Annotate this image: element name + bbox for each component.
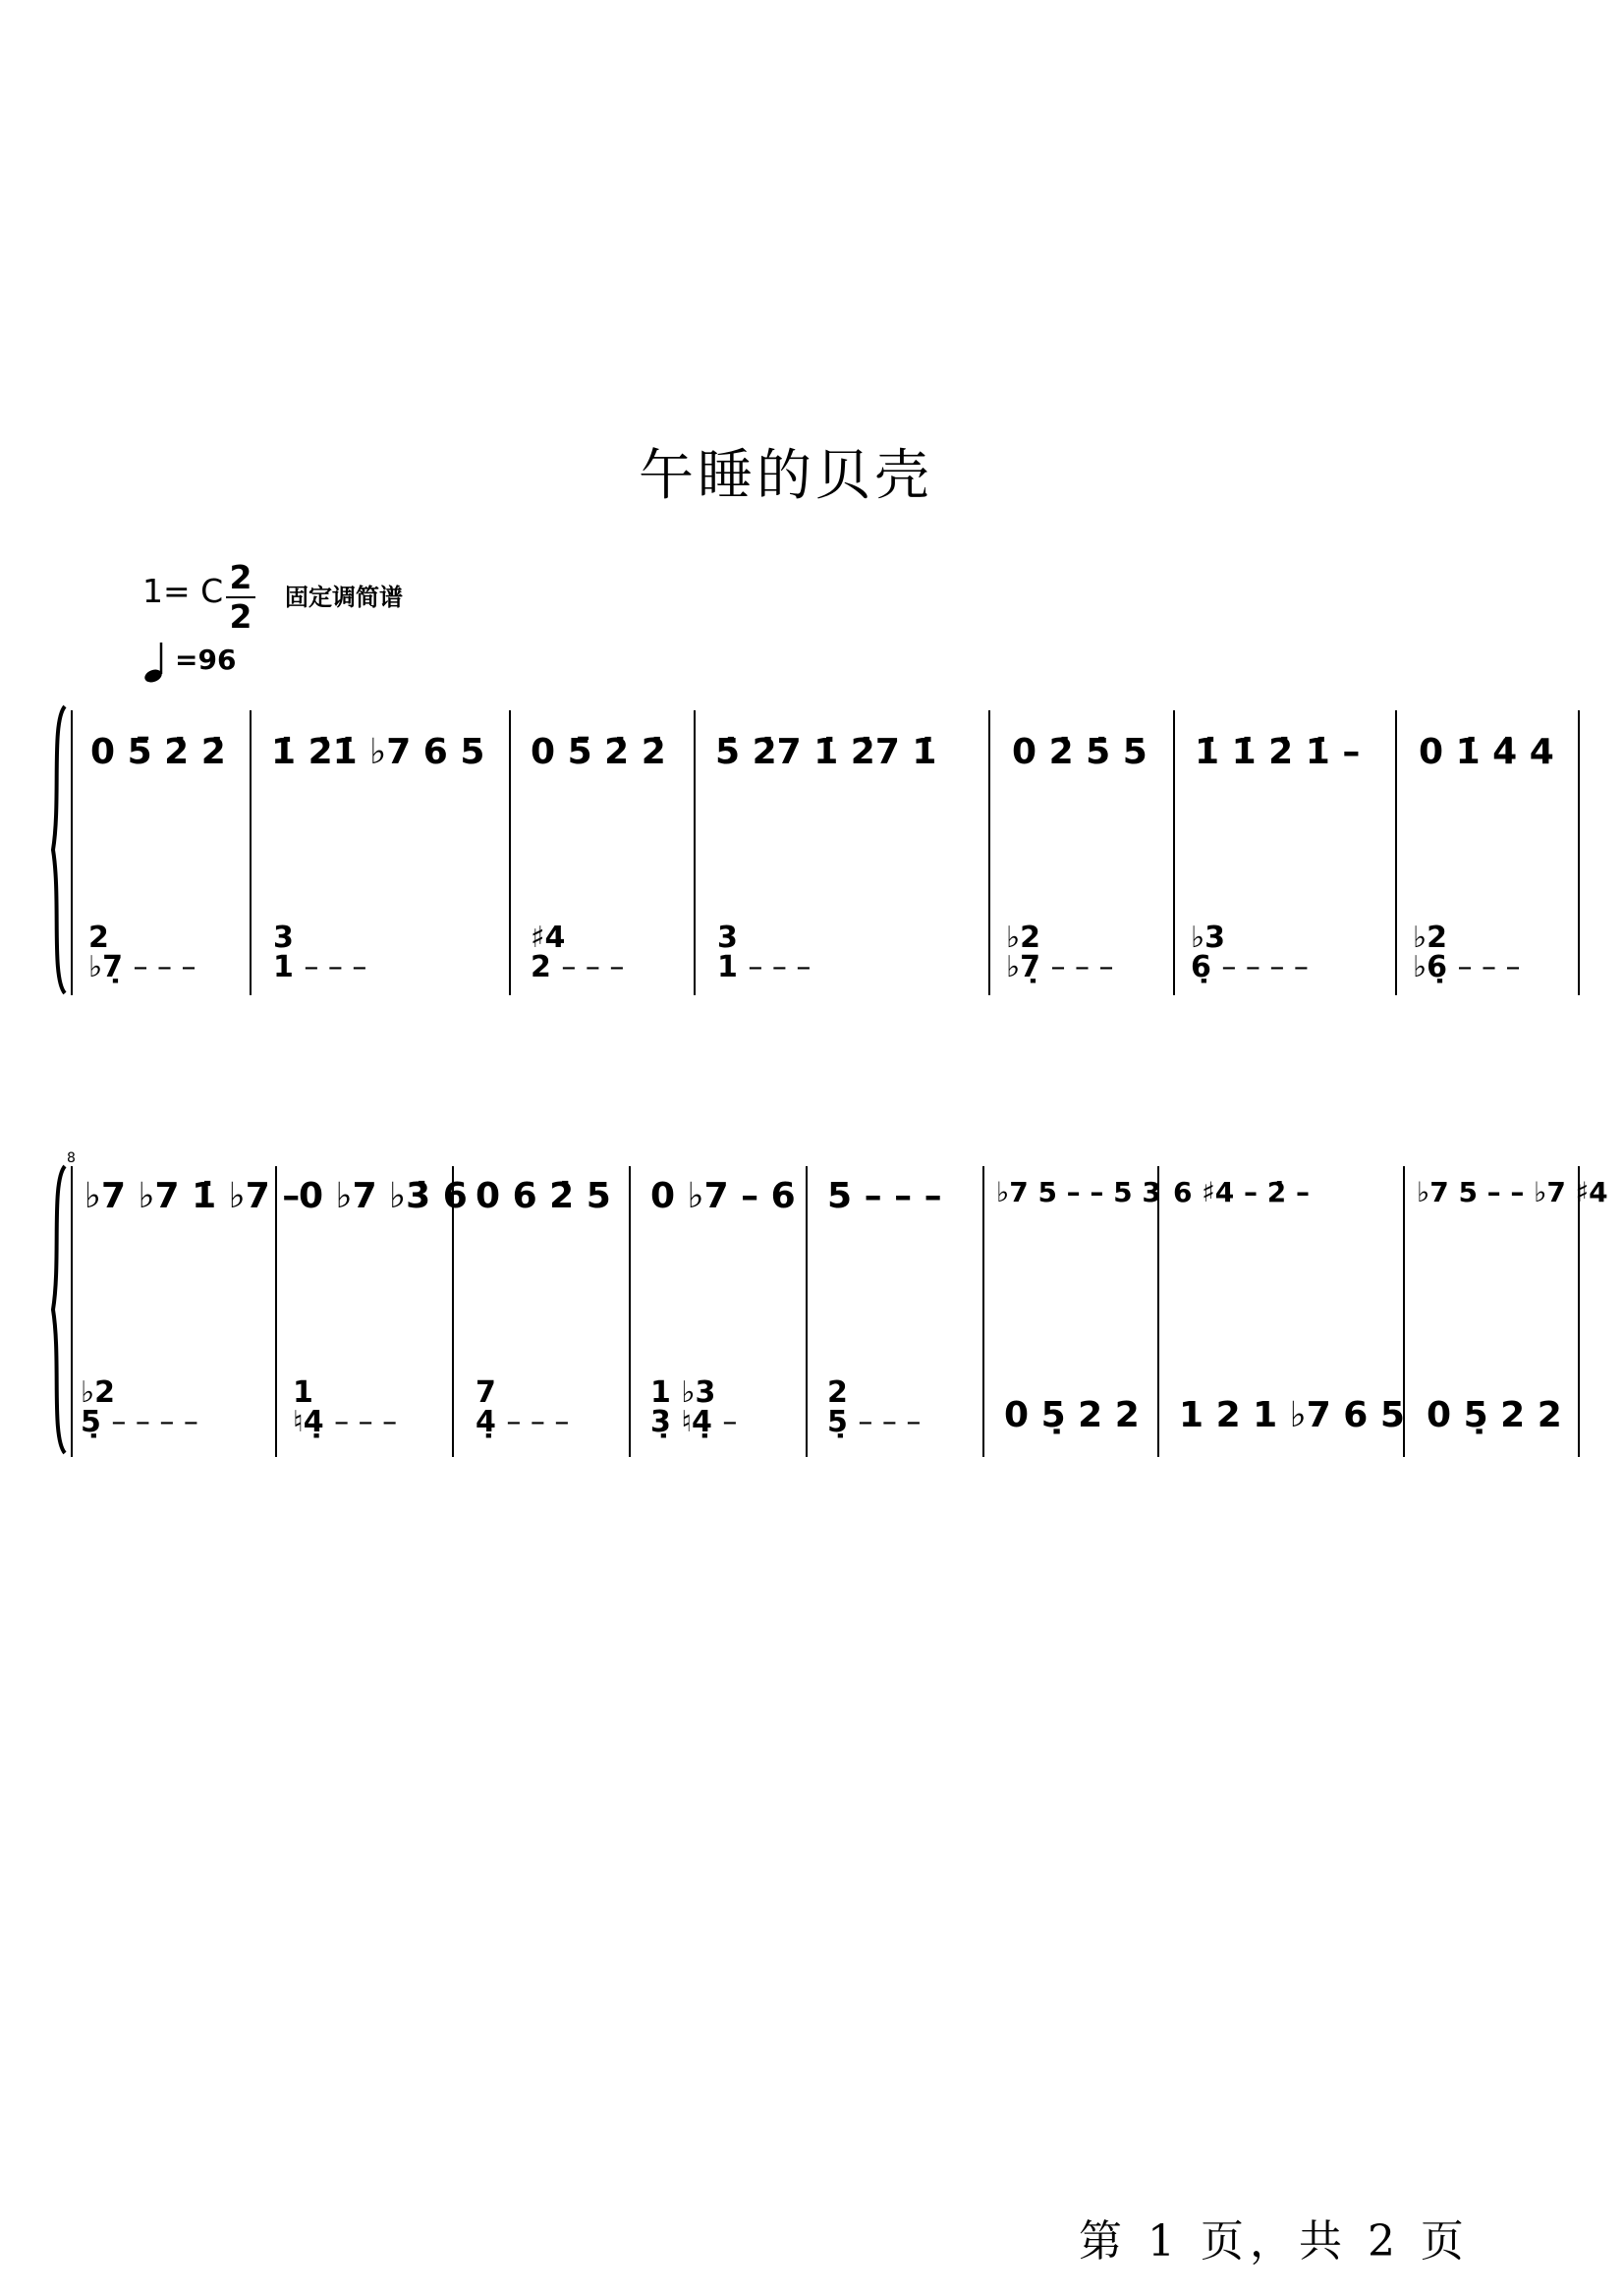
lower-measure-10 — [476, 1375, 570, 1439]
lower-measure-14 — [1179, 1395, 1405, 1435]
upper-measure-1: 0 5̄ 2̇ 2̇ — [90, 732, 226, 772]
barline — [1395, 710, 1397, 995]
chord-bottom: ♭7̣ — [1006, 950, 1041, 984]
chord-bottom: 1 — [717, 950, 738, 984]
lower-measure-9 — [293, 1375, 398, 1439]
barline — [1578, 1166, 1580, 1457]
upper-measure-8: ♭7 ♭7 1̇ ♭7 – — [84, 1176, 301, 1216]
chord-bottom: 6̣ — [1191, 950, 1211, 984]
chord-top: 1 — [293, 1375, 313, 1410]
upper-measure-4: 5̇ 2̇7 1̇ 2̇7 1̇ — [715, 732, 937, 772]
key-signature: 1= C — [142, 572, 224, 610]
lower-measure-11 — [650, 1375, 738, 1439]
chord-bottom: 3̣ ♮4̣ — [650, 1405, 712, 1439]
dash-tail: – – – — [334, 1405, 398, 1439]
chord-bottom: ♮4̣ — [293, 1405, 324, 1439]
chord-top: ♭3 — [1191, 921, 1226, 955]
barline — [71, 710, 73, 995]
lower-measure-1 — [88, 921, 196, 984]
barline — [509, 710, 511, 995]
chord-top: ♯4 — [531, 921, 566, 955]
lower-measure-12 — [827, 1375, 922, 1439]
chord-bottom: 5̣ — [827, 1405, 848, 1439]
lower-measure-7 — [1413, 921, 1521, 984]
barline — [988, 710, 990, 995]
page-title: 午睡的贝壳 — [639, 444, 933, 508]
dash-tail: – – – – — [1221, 950, 1309, 984]
dash-tail: – – – — [133, 950, 196, 984]
brace-icon — [47, 702, 69, 997]
chord-top: ♭2 — [1413, 921, 1448, 955]
brace-icon — [47, 1162, 69, 1457]
upper-measure-13: ♭7 5 – – 5 3 — [996, 1176, 1161, 1208]
upper-measure-3: 0 5̄ 2̇ 2̇ — [531, 732, 666, 772]
dash-tail: – – – — [506, 1405, 570, 1439]
upper-measure-11: 0 ♭7 – 6 — [650, 1176, 796, 1216]
dash-tail: – — [722, 1405, 738, 1439]
system-2 — [0, 1150, 1624, 1459]
upper-measure-15: ♭7 5 – – ♭7 ♯4 — [1417, 1176, 1608, 1208]
tempo-marking: =96 — [175, 644, 237, 676]
upper-measure-10: 0 6 2̇ 5 — [476, 1176, 611, 1216]
chord-top: ♭2 — [1006, 921, 1041, 955]
lower-measure-6 — [1191, 921, 1309, 984]
upper-measure-14: 6 ♯4 – 2̇ – — [1173, 1176, 1310, 1208]
upper-measure-6: 1̇ 1̇ 2̇ 1̇ – — [1195, 732, 1361, 772]
upper-measure-9: 0 ♭7 ♭3̇ 6 — [299, 1176, 468, 1216]
lower-measure-2 — [273, 921, 367, 984]
barline — [982, 1166, 984, 1457]
chord-top: 1 ♭3 — [650, 1375, 716, 1410]
chord-bottom: 4̣ — [476, 1405, 496, 1439]
chord-top: 7 — [476, 1375, 496, 1410]
barline — [250, 710, 252, 995]
barline — [1578, 710, 1580, 995]
lower-measure-4 — [717, 921, 812, 984]
time-signature-bottom: 2 — [229, 597, 252, 636]
quarter-note-icon — [142, 639, 176, 684]
barline — [694, 710, 696, 995]
barline — [629, 1166, 631, 1457]
chord-bottom: 0 5̣ 2 2 — [1427, 1395, 1562, 1435]
dash-tail: – – – — [1050, 950, 1114, 984]
dash-tail: – – – — [304, 950, 367, 984]
dash-tail: – – – — [1457, 950, 1521, 984]
chord-bottom: ♭7̣ — [88, 950, 124, 984]
chord-top: 3 — [717, 921, 738, 955]
dash-tail: – – – — [858, 1405, 922, 1439]
dash-tail: – – – – — [111, 1405, 198, 1439]
chord-top: ♭2 — [81, 1375, 116, 1410]
upper-measure-12: 5 – – – — [827, 1176, 942, 1216]
upper-measure-7: 0 1̇ 4̇ 4 — [1419, 732, 1554, 772]
chord-bottom: 5̣ — [81, 1405, 101, 1439]
measure-number: 8 — [67, 1150, 76, 1166]
barline — [1157, 1166, 1159, 1457]
dash-tail: – – – — [561, 950, 625, 984]
time-signature — [224, 560, 257, 635]
chord-top: 3 — [273, 921, 294, 955]
lower-measure-8 — [81, 1375, 198, 1439]
chord-top: 2 — [88, 921, 109, 955]
lower-measure-3 — [531, 921, 625, 984]
lower-measure-15 — [1427, 1395, 1562, 1435]
upper-measure-2: 1̇ 2̇1̇ ♭7 6 5 — [271, 732, 485, 772]
chord-bottom: 0 5̣ 2 2 — [1004, 1395, 1140, 1435]
system-1 — [0, 702, 1624, 997]
barline — [71, 1166, 73, 1457]
chord-bottom: 1 2 1 ♭7 6 5 — [1179, 1395, 1405, 1435]
chord-bottom: ♭6̣ — [1413, 950, 1448, 984]
barline — [1173, 710, 1175, 995]
lower-measure-5 — [1006, 921, 1114, 984]
time-signature-top: 2 — [229, 558, 252, 596]
chord-bottom: 2 — [531, 950, 551, 984]
page-number: 第 1 页，共 2 页 — [1079, 2216, 1470, 2267]
chord-bottom: 1 — [273, 950, 294, 984]
upper-measure-5: 0 2̇ 5̇ 5 — [1012, 732, 1148, 772]
lower-measure-13 — [1004, 1395, 1140, 1435]
barline — [806, 1166, 808, 1457]
chord-top: 2 — [827, 1375, 848, 1410]
dash-tail: – – – — [748, 950, 812, 984]
notation-mode: 固定调简谱 — [285, 584, 403, 611]
